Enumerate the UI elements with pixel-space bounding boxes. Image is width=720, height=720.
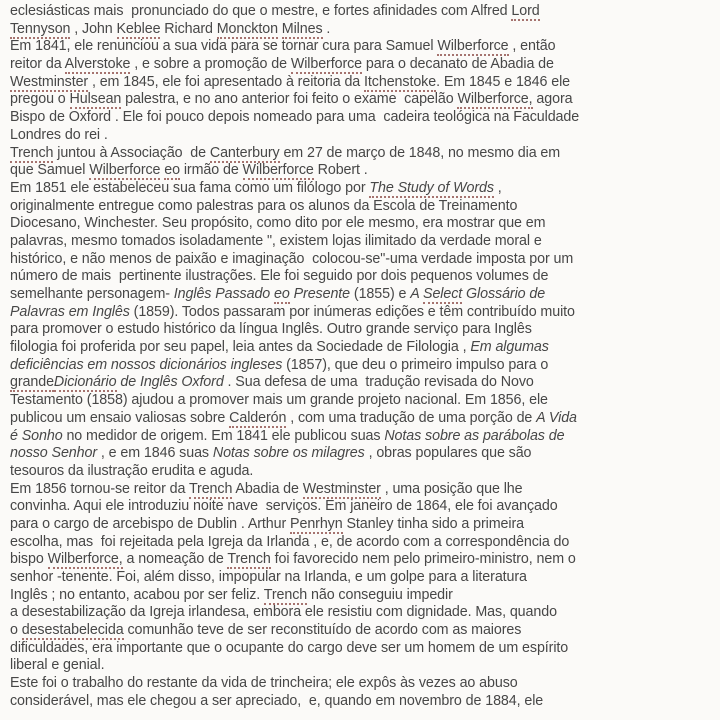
text-line — [10, 56, 714, 74]
text-run: para o decanato de Abadia de — [362, 56, 554, 73]
text-run: Presente — [289, 286, 351, 302]
flagged-word: Westminster — [302, 480, 381, 497]
text-run: foi favorecido nem pelo primeiro-ministro, nem o — [270, 551, 576, 568]
flagged-word: Wilberforce — [290, 56, 363, 73]
flagged-word: Keblee — [116, 20, 161, 37]
text-run: Robert . — [313, 162, 368, 179]
text-run: Stanley tinha sido a primeira — [342, 515, 524, 532]
text-run: Este foi o trabalho do restante da vida de trincheira; ele expôs às vezes ao abuso — [10, 675, 518, 692]
text-line — [10, 145, 714, 163]
flagged-word: Dicionário — [53, 374, 117, 391]
text-run: escolha, mas foi rejeitada pela Igreja da Irlanda , e, de acordo com a correspondência do — [10, 533, 570, 550]
flagged-word: eo — [164, 162, 180, 179]
text-line — [10, 516, 714, 534]
text-run: A Vida — [536, 409, 577, 426]
text-line — [10, 392, 714, 410]
text-run: Richard — [160, 20, 217, 37]
text-line — [10, 91, 714, 109]
text-line — [10, 339, 714, 357]
text-run: histórico, e não menos de paixão e imaginação colocou-se"-uma verdade imposta por um — [10, 250, 574, 267]
flagged-word: Select — [423, 286, 463, 302]
flagged-word: Canterbury — [209, 144, 280, 161]
flagged-word: Tennyson — [10, 20, 71, 37]
text-run: no medidor de origem. Em 1841 ele publicou suas — [62, 427, 385, 444]
text-run: filologia foi proferida por seu papel, leia antes da Sociedade de Filologia , — [10, 339, 471, 356]
text-line — [10, 428, 714, 446]
text-run: Bispo de Oxford . Ele foi pouco depois nomeado para uma cadeira teológica na Faculdade — [10, 109, 580, 126]
text-run: . Sua defesa de uma tradução revisada do Novo — [223, 374, 534, 391]
text-run: Palavras em Inglês — [10, 303, 130, 320]
flagged-word: Wilberforce — [437, 38, 509, 55]
text-run: palestra, e no ano anterior foi feito o exame capelão — [121, 91, 458, 108]
text-run: , obras populares que são — [364, 445, 532, 462]
text-run: Notas sobre as parábolas de — [384, 427, 565, 444]
text-run: , em 1845, ele foi apresentado à reitoria da — [88, 73, 365, 90]
text-line — [10, 74, 714, 92]
flagged-word: Milnes — [281, 20, 323, 37]
text-run: publicou um ensaio valiosas sobre — [10, 409, 230, 426]
text-line — [10, 3, 714, 21]
text-line — [10, 198, 714, 216]
text-run: em 27 de março de 1848, no mesmo dia em — [279, 144, 561, 161]
flagged-word: Penrhyn — [290, 515, 343, 532]
flagged-word: Trench — [227, 551, 271, 568]
text-run: semelhante personagem- — [10, 286, 174, 302]
text-run: juntou à Associação de — [53, 144, 210, 161]
text-line — [10, 622, 714, 640]
text-line — [10, 374, 714, 392]
text-run: Em 1851 ele estabeleceu sua fama como um filólogo por — [10, 179, 370, 196]
text-run: . Em 1845 e 1846 ele — [436, 73, 570, 90]
flagged-word: desestabelecida — [21, 622, 124, 639]
text-line — [10, 640, 714, 658]
text-run: de Inglês Oxford — [116, 374, 224, 391]
text-run: a nomeação de — [122, 551, 228, 568]
flagged-word: Westminster — [10, 73, 89, 90]
text-run: agora — [532, 91, 573, 108]
text-line — [10, 463, 714, 481]
text-run: Londres do rei . — [10, 126, 108, 143]
flagged-word: eo — [274, 286, 290, 302]
flagged-word: Wilberforce — [89, 162, 161, 179]
flagged-word: Calderón — [229, 409, 287, 426]
text-line — [10, 569, 714, 587]
flagged-word: Trench — [263, 586, 308, 603]
text-run: liberal e genial. — [10, 657, 105, 674]
text-run: Em algumas — [470, 339, 549, 356]
text-run: dificuldades, era importante que o ocupante do cargo deve ser um homem de um espírito — [10, 639, 569, 656]
text-run: , John — [70, 20, 117, 37]
text-run: bispo — [10, 551, 48, 568]
text-line — [10, 357, 714, 375]
text-run: Glossário de — [462, 286, 546, 302]
text-run: irmão de — [179, 162, 243, 179]
text-run: Em 1841, ele renunciou a sua vida para se tornar cura para Samuel — [10, 38, 438, 55]
text-run: , com uma tradução de uma porção de — [286, 409, 537, 426]
text-line — [10, 21, 714, 39]
text-run: deficiências em nossos dicionários ingleses — [10, 356, 283, 373]
text-run: (1857), que deu o primeiro impulso para o — [282, 356, 549, 373]
flagged-word: Wilberforce, — [47, 551, 123, 568]
flagged-word: Lord — [511, 3, 540, 19]
text-line — [10, 304, 714, 322]
flagged-word: Alverstoke — [64, 56, 131, 73]
flagged-word: grande — [10, 374, 54, 391]
text-run: Abadia de — [232, 480, 303, 497]
text-line — [10, 38, 714, 56]
flagged-word: The Study of Words — [369, 179, 494, 196]
text-line — [10, 251, 714, 269]
text-run: pregou o — [10, 91, 70, 108]
text-line — [10, 551, 714, 569]
text-run: convinha. Aqui ele introduziu noite nave serviços. Em janeiro de 1864, ele foi avançado — [10, 498, 558, 515]
text-run: não conseguiu impedir — [307, 586, 453, 603]
text-run: o — [10, 622, 22, 639]
text-run: nosso Senhor — [10, 445, 98, 462]
text-run: para promover o estudo histórico da língua Inglês. Outro grande serviço para Inglês — [10, 321, 532, 338]
text-run: , então — [508, 38, 556, 55]
text-line — [10, 127, 714, 145]
flagged-word: Wilberforce, — [457, 91, 533, 108]
text-line — [10, 410, 714, 428]
text-run: Notas sobre os milagres — [212, 445, 365, 462]
text-run: a desestabilização da Igreja irlandesa, embora ele resistiu com dignidade. Mas, quando — [10, 604, 557, 621]
text-line — [10, 162, 714, 180]
text-run: , — [493, 179, 502, 196]
text-run: , uma posição que lhe — [380, 480, 523, 497]
text-run: eclesiásticas mais pronunciado do que o mestre, e fortes afinidades com Alfred — [10, 3, 512, 19]
text-run: senhor -tenente. Foi, além disso, impopular na Irlanda, e um golpe para a literatura — [10, 569, 527, 585]
text-run: considerável, mas ele chegou a ser apreciado, e, quando em novembro de 1884, ele — [10, 692, 544, 709]
text-run: Diocesano, Winchester. Seu propósito, como dito por ele mesmo, era mostrar que em — [10, 215, 546, 232]
text-line — [10, 268, 714, 286]
text-line — [10, 675, 714, 693]
text-run: reitor da — [10, 56, 65, 73]
flagged-word: Wilberforce — [242, 162, 314, 179]
text-run: . — [322, 20, 331, 37]
flagged-word: Monckton — [216, 20, 278, 37]
text-line — [10, 180, 714, 198]
text-run: , e sobre a promoção de — [130, 56, 291, 73]
text-run: Em 1856 tornou-se reitor da — [10, 480, 189, 497]
text-run: número de mais pertinente ilustrações. Ele foi seguido por dois pequenos volumes de — [10, 268, 549, 285]
text-line — [10, 604, 714, 622]
text-run: , e em 1846 suas — [97, 445, 213, 462]
text-line — [10, 587, 714, 605]
text-line — [10, 534, 714, 552]
text-run: Testamento (1858) ajudou a promover mais um grande projeto nacional. Em 1856, ele — [10, 392, 548, 409]
text-line — [10, 481, 714, 499]
text-line — [10, 657, 714, 675]
text-run: tesouros da ilustração erudita e aguda. — [10, 462, 254, 479]
text-run: para o cargo de arcebispo de Dublin . Arthur — [10, 515, 291, 532]
text-run: (1855) e — [350, 286, 411, 302]
flagged-word: Trench — [10, 144, 54, 161]
text-run: originalmente entregue como palestras para os alunos da Escola de Treinamento — [10, 197, 518, 214]
text-run: Inglês Passado — [173, 286, 275, 302]
text-line — [10, 233, 714, 251]
text-run: Inglês ; no entanto, acabou por ser feliz. — [10, 586, 264, 603]
text-line — [10, 109, 714, 127]
text-run: A — [410, 286, 424, 302]
flagged-word: Itchenstoke — [364, 73, 437, 90]
text-line — [10, 445, 714, 463]
text-run: (1859). Todos passaram por inúmeras edições e têm contribuído muito — [129, 303, 575, 320]
flagged-word: Hulsean — [69, 91, 122, 108]
text-run: é Sonho — [10, 427, 63, 444]
flagged-word: Trench — [188, 480, 233, 497]
text-line — [10, 286, 714, 304]
text-run: comunhão teve de ser reconstituído de acordo com as maiores — [123, 622, 522, 639]
text-line — [10, 321, 714, 339]
text-line — [10, 215, 714, 233]
text-run: que Samuel — [10, 162, 90, 179]
text-line — [10, 498, 714, 516]
text-line — [10, 693, 714, 711]
text-run: palavras, mesmo tomados isoladamente ", existem lojas ilimitado da verdade moral e — [10, 232, 542, 249]
